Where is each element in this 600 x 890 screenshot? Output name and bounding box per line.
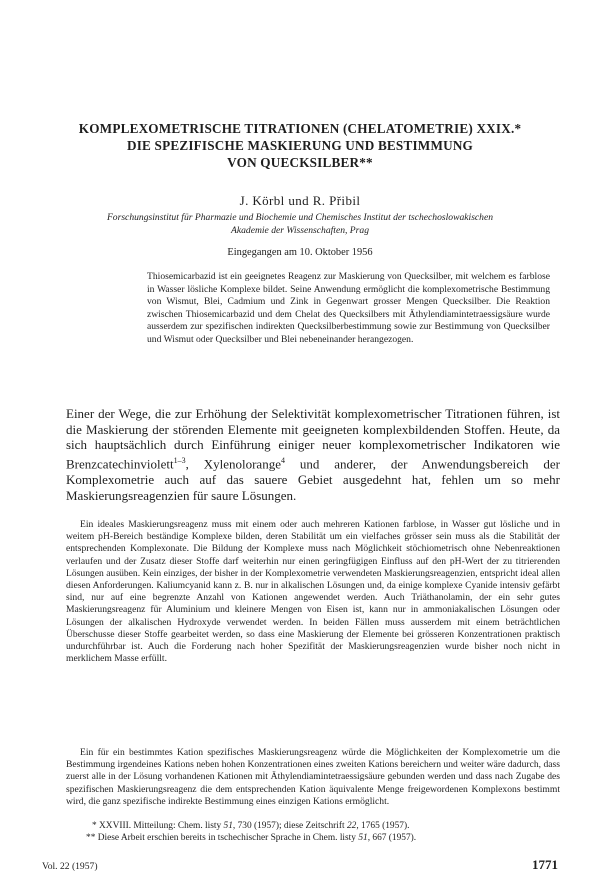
footnote-2-text: Diese Arbeit erschien bereits in tschechischer Sprache in Chem. listy bbox=[97, 833, 359, 844]
body-paragraph-2: Ein für ein bestimmtes Kation spezifisches Maskierungsreagenz würde die Möglichkeiten der Komplexometrie um die Bestimmung irgendeines Kations neben hohen Konzentrationen eines zweiten Kations bereichern und weiter wäre dadurch, dass zuerst alle in der Lösung vorhandenen Kationen mit Äthylendiamintetraessigsäure gebunden werden und dass nach Zugabe des spezifischen Maskierungsreagenz die dem entsprechenden Kation äquivalente Menge freigewordenen Komplexons bestimmt wird, die ganz spezifische indirekte Bestimmung eines einzigen Kations ermöglicht. bbox=[66, 747, 560, 807]
footnote-1-text-2: , 730 (1957); diese Zeitschrift bbox=[232, 821, 347, 831]
affiliation-line-2: Akademie der Wissenschaften, Prag bbox=[230, 225, 369, 236]
footnote-1-text: XXVIII. Mitteilung: Chem. listy bbox=[99, 821, 224, 831]
citation-1-3: 1–3 bbox=[173, 456, 186, 466]
footnotes bbox=[66, 820, 560, 844]
authors: J. Körbl und R. Přibil bbox=[239, 193, 361, 208]
affiliation bbox=[30, 211, 570, 237]
abstract: Thiosemicarbazid ist ein geeignetes Reagenz zur Maskierung von Quecksilber, mit welchem es farblose in Wasser lösliche Komplexe bildet. Seine Anwendung ermöglicht die komplexometrische Bestimmung von Wismut, Blei, Cadmium und Zink in Gegenwart grosser Mengen Quecksilber. Die Reaktion zwischen Thiosemicarbazid und dem Chelat des Quecksilbers mit Äthylendiamintetraessigsäure wurde ausserdem zur spezifischen indirekten Quecksilberbestimmung sowie zur Bestimmung von Quecksilber und Wismut oder Quecksilber und Blei nebeneinander herangezogen. bbox=[147, 271, 550, 345]
footnote-1 bbox=[66, 820, 560, 832]
footnote-2-text-2: , 667 (1957). bbox=[367, 833, 417, 844]
footnote-2-mark: ** bbox=[86, 833, 96, 844]
affiliation-line-1: Forschungsinstitut für Pharmazie und Biochemie und Chemisches Institut der tschechoslowakischen bbox=[106, 212, 494, 223]
footnote-1-volume: 51 bbox=[223, 821, 233, 831]
title-line-1: KOMPLEXOMETRISCHE TITRATIONEN (CHELATOMETRIE) XXIX.* bbox=[78, 121, 522, 136]
volume-info: Vol. 22 (1957) bbox=[42, 861, 98, 872]
intro-paragraph bbox=[66, 406, 560, 504]
footnote-1-text-3: , 1765 (1957). bbox=[356, 821, 410, 831]
intro-rest: und anderer, der Anwendungsbereich der Komplexometrie auch auf das sauere Gebiet ausgedehnt hat, fehlen um so mehr Maskierungsreagenzien für saure Lösungen. bbox=[66, 456, 560, 503]
article-title bbox=[40, 120, 560, 171]
page-number: 1771 bbox=[532, 857, 558, 872]
footnote-1-volume-2: 22 bbox=[346, 821, 357, 831]
footnote-1-mark: * bbox=[92, 821, 97, 831]
intro-text: Einer der Wege, die zur Erhöhung der Selektivität komplexometrischer Titrationen führen, ist die Maskierung der störenden Elemente mit geeigneten komplexbildenden Stoffen. Heute, da sich hauptsächlich durch Einführung einiger neuer komplexometrischer Indikatoren wie Brenzcatechinviolett bbox=[66, 406, 560, 472]
title-line-2: DIE SPEZIFISCHE MASKIERUNG UND BESTIMMUNG bbox=[127, 138, 473, 153]
footnote-2 bbox=[66, 832, 560, 844]
title-line-3: VON QUECKSILBER** bbox=[227, 155, 373, 170]
intro-mid: , Xylenolorange bbox=[185, 456, 281, 472]
citation-4: 4 bbox=[280, 456, 285, 466]
page-footer bbox=[40, 857, 560, 873]
body-paragraph-1: Ein ideales Maskierungsreagenz muss mit einem oder auch mehreren Kationen farblose, in Wasser gut lösliche und in weitem pH-Bereich beständige Komplexe bilden, deren Stabilität um ein vielfaches grösser sein muss als die Stabilität der entsprechenden Komplexonate. Die Bildung der Komplexe muss nach Möglichkeit stöchiometrisch ohne Nebenreaktionen verlaufen und der Zusatz dieser Stoffe darf weiterhin nur einen geringfügigen Einfluss auf den pH-Wert der zu titrierenden Lösungen ausüben. Kein einziges, der bisher in der Komplexometrie verwendeten Maskierungsreagenzien, entspricht ideal allen diesen Anforderungen. Kaliumcyanid kann z. B. nur in alkalischen Lösungen und, da einige komplexe Cyanide intensiv gefärbt sind, nur auf eine begrenzte Anzahl von Kationen angewendet werden. Auch Triäthanolamin, der ein sehr gutes Maskierungsreagenz für Aluminium und kleinere Mengen von Eisen ist, kann nur in ammoniakalischen Lösungen oder Lösungen der alkalischen Hydroxyde verwendet werden. In beiden Fällen muss ausserdem mit einem beträchtlichen Überschusse dieser Stoffe gearbeitet werden, so dass eine Maskierung der Elemente bei grösseren Konzentrationen praktisch undurchführbar ist. Auch die Forderung nach hoher Spezifität der Maskierungsreagenzien wurde bisher noch nicht in merklichem Masse erfüllt. bbox=[66, 519, 560, 665]
received-date: Eingegangen am 10. Oktober 1956 bbox=[227, 247, 373, 258]
footnote-2-volume: 51 bbox=[358, 833, 368, 844]
